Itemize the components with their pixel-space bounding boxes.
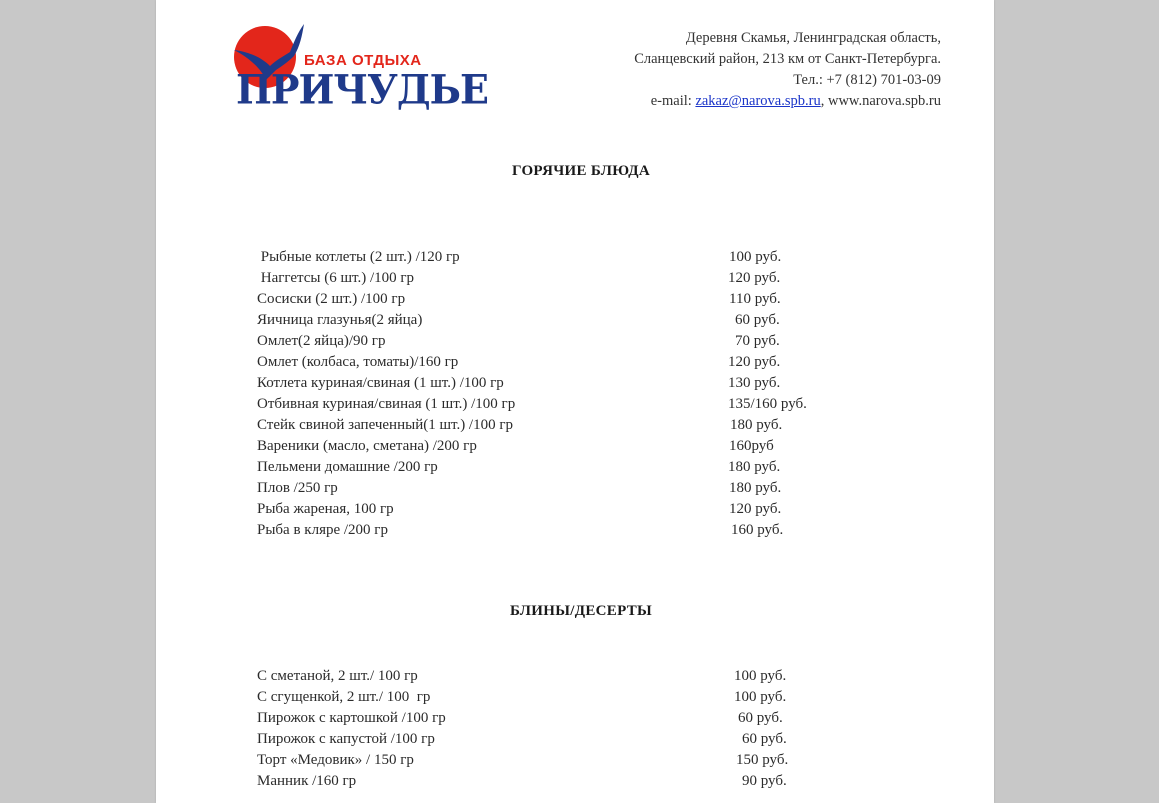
menu-item — [257, 331, 857, 352]
logo-tagline: БАЗА ОТДЫХА — [304, 52, 422, 69]
menu-item-price: 100 руб. — [729, 249, 782, 265]
menu-item — [257, 373, 857, 394]
menu-list-hot-dishes — [257, 247, 857, 541]
menu-item-name: Рыба в кляре /200 гр — [257, 522, 388, 538]
menu-item — [257, 478, 857, 499]
contact-block — [634, 28, 941, 112]
email-link[interactable]: zakaz@narova.spb.ru — [695, 93, 821, 109]
menu-item — [257, 310, 857, 331]
address-line-1: Деревня Скамья, Ленинградская область, — [685, 30, 941, 46]
section-title-hot-dishes: ГОРЯЧИЕ БЛЮДА — [511, 163, 651, 179]
website-separator: , — [820, 93, 828, 109]
menu-item-price: 100 руб. — [734, 668, 787, 684]
menu-item — [257, 457, 857, 478]
menu-item-price: 90 руб. — [742, 773, 787, 789]
menu-item-price: 160руб — [729, 438, 774, 454]
menu-item-name: Пирожок с картошкой /100 гр — [257, 710, 446, 726]
menu-item-name: Отбивная куриная/свиная (1 шт.) /100 гр — [257, 396, 516, 412]
menu-item — [257, 771, 857, 792]
phone: Тел.: +7 (812) 701-03-09 — [793, 72, 941, 88]
menu-item — [257, 436, 857, 457]
menu-item-name: Котлета куриная/свиная (1 шт.) /100 гр — [257, 375, 504, 391]
menu-item-name: Сосиски (2 шт.) /100 гр — [257, 291, 406, 307]
menu-item-name: Омлет(2 яйца)/90 гр — [257, 333, 386, 349]
menu-item — [257, 247, 857, 268]
menu-item-price: 180 руб. — [728, 459, 781, 475]
menu-item-price: 120 руб. — [728, 354, 781, 370]
menu-item-price: 180 руб. — [729, 480, 782, 496]
menu-item-name: С сметаной, 2 шт./ 100 гр — [257, 668, 418, 684]
menu-item — [257, 352, 857, 373]
menu-item-name: Омлет (колбаса, томаты)/160 гр — [257, 354, 459, 370]
menu-item-name: Рыбные котлеты (2 шт.) /120 гр — [257, 249, 460, 265]
email-line — [634, 91, 941, 112]
address-line-2: Сланцевский район, 213 км от Санкт-Петербурга. — [634, 51, 941, 67]
menu-item-price: 160 руб. — [731, 522, 784, 538]
section-title-desserts: БЛИНЫ/ДЕСЕРТЫ — [509, 603, 653, 619]
menu-item — [257, 268, 857, 289]
menu-item — [257, 415, 857, 436]
menu-item-price: 100 руб. — [734, 689, 787, 705]
menu-item-price: 60 руб. — [742, 731, 787, 747]
menu-list-desserts — [257, 666, 857, 792]
menu-item-price: 120 руб. — [728, 270, 781, 286]
menu-item — [257, 729, 857, 750]
menu-item-price: 135/160 руб. — [728, 396, 807, 412]
menu-item-price: 150 руб. — [736, 752, 789, 768]
menu-item-price: 180 руб. — [730, 417, 783, 433]
logo — [232, 22, 489, 114]
website: www.narova.spb.ru — [827, 93, 941, 109]
logo-brand: ПРИЧУДЬЕ — [236, 65, 489, 114]
menu-item-price: 60 руб. — [735, 312, 780, 328]
menu-item-name: Плов /250 гр — [257, 480, 338, 496]
menu-item-name: Яичница глазунья(2 яйца) — [257, 312, 423, 328]
menu-item — [257, 750, 857, 771]
menu-item-name: Пельмени домашние /200 гр — [257, 459, 438, 475]
menu-item-name: Наггетсы (6 шт.) /100 гр — [257, 270, 415, 286]
menu-item-name: Пирожок с капустой /100 гр — [257, 731, 435, 747]
menu-item-name: С сгущенкой, 2 шт./ 100 гр — [257, 689, 431, 705]
menu-item-price: 70 руб. — [735, 333, 780, 349]
menu-item-price: 110 руб. — [729, 291, 781, 307]
menu-item-name: Рыба жареная, 100 гр — [257, 501, 394, 517]
menu-item-price: 120 руб. — [729, 501, 782, 517]
menu-item — [257, 708, 857, 729]
menu-item — [257, 289, 857, 310]
menu-item — [257, 499, 857, 520]
menu-item-name: Манник /160 гр — [257, 773, 357, 789]
document-page — [156, 0, 994, 803]
menu-item — [257, 394, 857, 415]
menu-item-name: Стейк свиной запеченный(1 шт.) /100 гр — [257, 417, 514, 433]
menu-item — [257, 666, 857, 687]
menu-item-price: 60 руб. — [738, 710, 783, 726]
menu-item — [257, 520, 857, 541]
menu-item-name: Торт «Медовик» / 150 гр — [257, 752, 414, 768]
menu-item-name: Вареники (масло, сметана) /200 гр — [257, 438, 477, 454]
menu-item — [257, 687, 857, 708]
menu-item-price: 130 руб. — [728, 375, 781, 391]
email-label: e-mail: — [650, 93, 696, 109]
